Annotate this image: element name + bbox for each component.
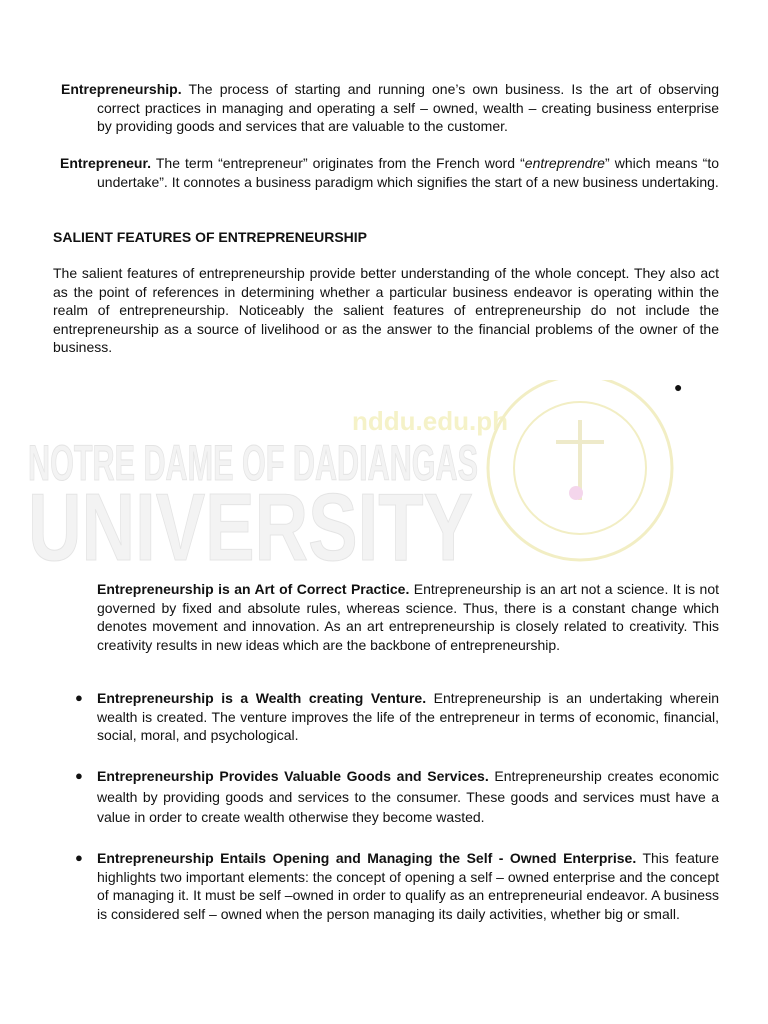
bullet-icon: ● xyxy=(75,690,83,705)
definition-text-end: ” which means “to undertake”. It connotes a business paradigm which signifies the start of a new business undertaking. xyxy=(97,155,719,190)
section-heading: SALIENT FEATURES OF ENTREPRENEURSHIP xyxy=(53,229,367,245)
term-entrepreneur: Entrepreneur. xyxy=(60,155,152,171)
definition-entrepreneurship xyxy=(61,80,719,136)
bullet-icon: ● xyxy=(75,768,83,783)
feature-title: Entrepreneurship is an Art of Correct Practice. xyxy=(97,581,410,597)
feature-text: Entrepreneurship is an undertaking wherein wealth is created. The venture improves the life of the entrepreneur in terms of economic, financial, social, moral, and psychological. xyxy=(97,690,719,744)
feature-title: Entrepreneurship is a Wealth creating Venture. xyxy=(97,690,427,706)
french-word: entreprendre xyxy=(524,155,605,171)
watermark-line2: UNIVERSITY xyxy=(28,474,473,580)
feature-title: Entrepreneurship Provides Valuable Goods and Services. xyxy=(97,768,489,784)
watermark-line1: NOTRE DAME OF DADIANGAS xyxy=(28,435,479,491)
bullet-icon: ● xyxy=(75,850,83,865)
feature-item xyxy=(75,849,719,923)
university-watermark xyxy=(0,380,768,580)
feature-title: Entrepreneurship Entails Opening and Managing the Self - Owned Enterprise. xyxy=(97,850,637,866)
feature-item xyxy=(75,766,719,828)
feature-text: This feature highlights two important elements: the concept of opening a self – owned enterprise and the concept of managing it. It must be self –owned in order to qualify as an entrepreneurial endeavor. A business is considered self – owned when the person managing its daily activities, whether big or small. xyxy=(97,850,719,922)
feature-item xyxy=(75,689,719,745)
feature-item xyxy=(97,580,719,654)
stray-bullet: ● xyxy=(674,379,683,395)
term-entrepreneurship: Entrepreneurship. xyxy=(61,81,182,97)
definition-text-start: The term “entrepreneur” originates from the French word “ xyxy=(151,155,525,171)
feature-text: Entrepreneurship is an art not a science. It is not governed by fixed and absolute rules, whereas science. Thus, there is a constant change which denotes movement and innovation. As an art entrepreneurship is closely related to creativity. This creativity results in new ideas which are the backbone of entrepreneurship. xyxy=(97,581,719,653)
definition-entrepreneur xyxy=(60,154,719,191)
intro-paragraph: The salient features of entrepreneurship provide better understanding of the whole concept. They also act as the point of references in determining whether a particular business endeavor is operating within the realm of entrepreneurship. Noticeably the salient features of entrepreneurship do not include the entrepreneurship as a source of livelihood or as the answer to the financial problems of the owner of the business. xyxy=(53,265,719,356)
watermark-url: nddu.edu.ph xyxy=(352,406,508,436)
seal-icon xyxy=(488,380,672,560)
definition-text: The process of starting and running one’s own business. Is the art of observing correct practices in managing and operating a self – owned, wealth – creating business enterprise by providing goods and services that are valuable to the customer. xyxy=(97,81,719,135)
feature-text: Entrepreneurship creates economic wealth by providing goods and services to the consumer. These goods and services must have a value in order to create wealth otherwise they become wasted. xyxy=(97,768,719,825)
